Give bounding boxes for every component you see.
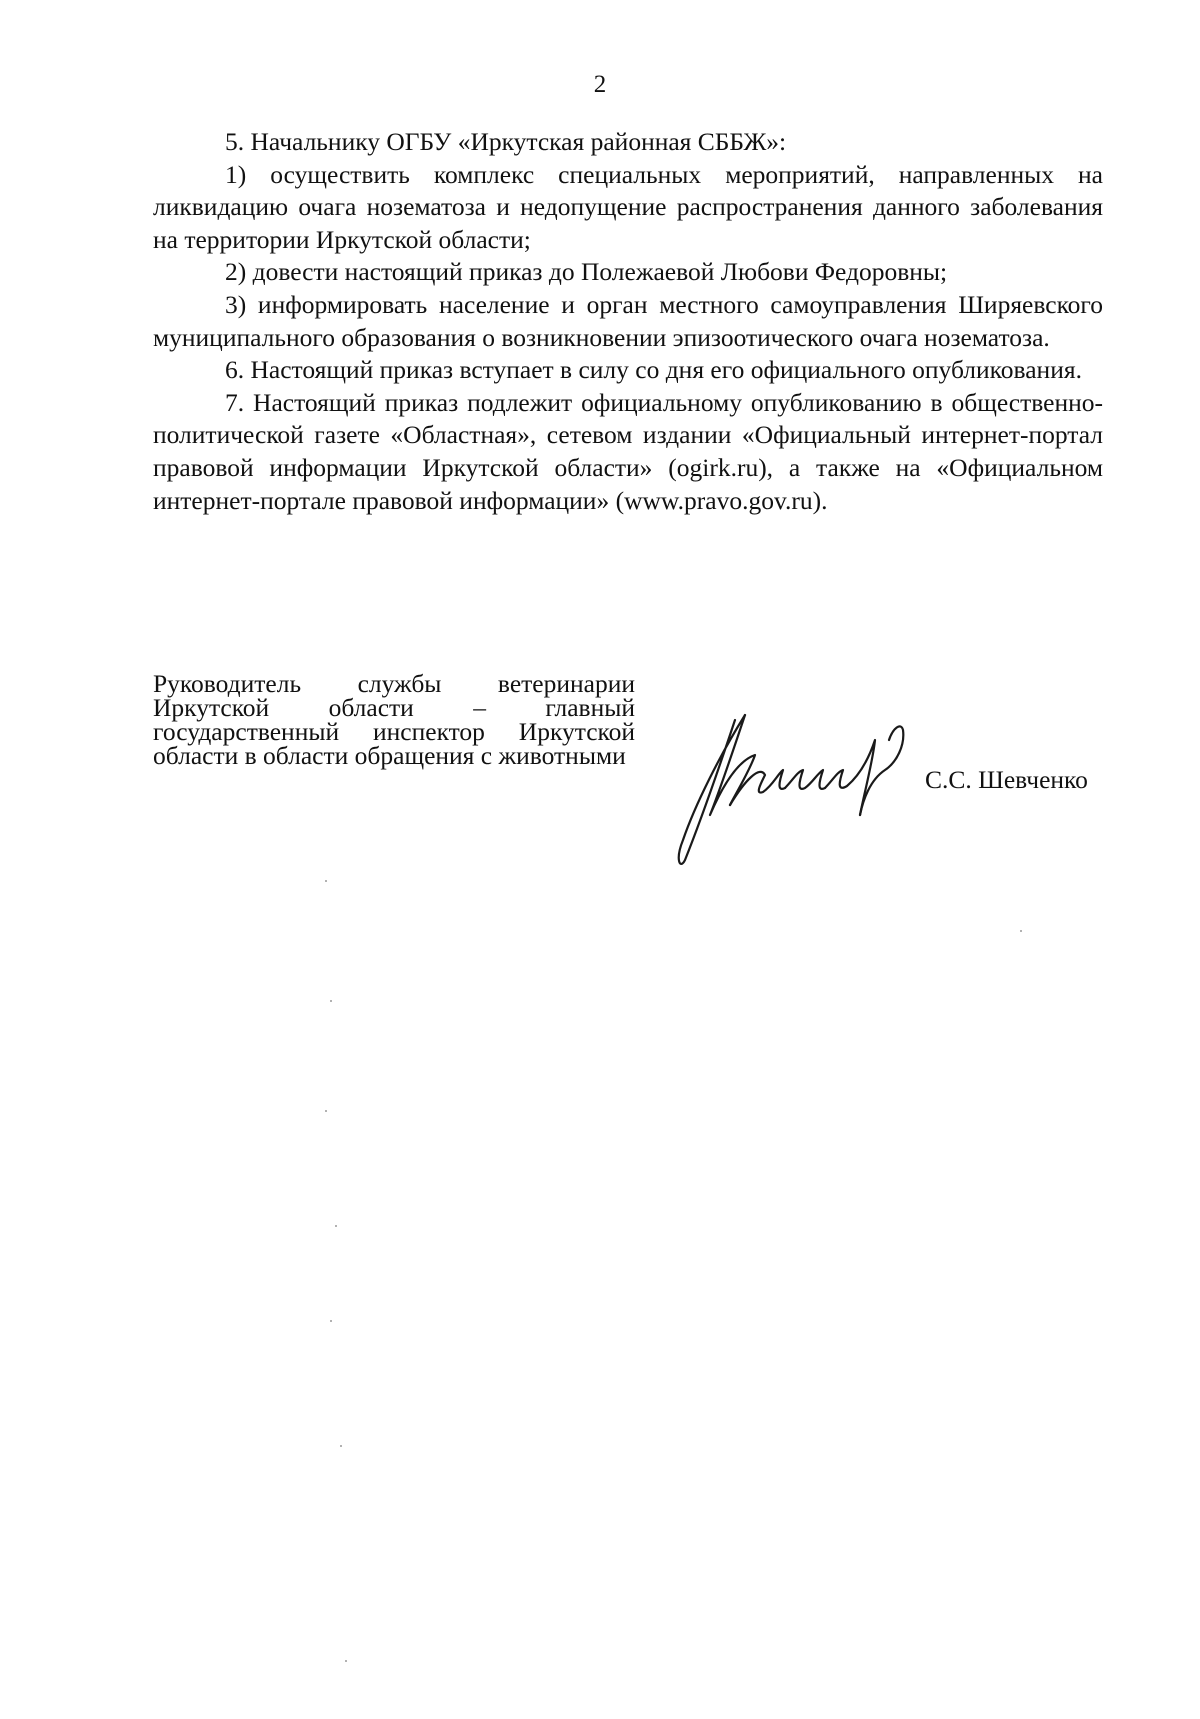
scan-speck [330,1320,332,1322]
scan-speck [340,1445,342,1447]
page-number: 2 [593,71,607,98]
scan-speck [335,1225,337,1227]
scan-speck [325,880,327,882]
paragraph-item-7: 7. Настоящий приказ подлежит официальному опубликованию в общественно-политической газете «Областная», сетевом издании «Официальный интернет-портал правовой информации Иркутской области» (ogirk.ru), а также на «Официальном интернет-портале правовой информации» (www.pravo.gov.ru). [153,387,1103,515]
signatory-position: Руководитель службы ветеринарии Иркутской области – главный государственный инспектор Иркутской области в области обращения с животными [153,669,635,770]
paragraph-subitem-2: 2) довести настоящий приказ до Полежаевой Любови Федоровны; [225,257,948,287]
paragraph-item-6: 6. Настоящий приказ вступает в силу со дня его официального опубликования. [225,355,1082,385]
paragraph-subitem-3: 3) информировать население и орган местного самоуправления Ширяевского муниципального образования о возникновении эпизоотического очага нозематоза. [153,289,1103,352]
scan-speck [330,1000,332,1002]
paragraph-subitem-1: 1) осуществить комплекс специальных мероприятий, направленных на ликвидацию очага нозематоза и недопущение распространения данного заболевания на территории Иркутской области; [153,159,1103,254]
signatory-name: С.С. Шевченко [925,765,1088,794]
scan-speck [345,1660,347,1662]
handwritten-signature-icon [665,700,925,870]
scan-speck [1020,930,1022,932]
document-body [153,126,1103,517]
scan-speck [325,1110,327,1112]
paragraph-item-5: 5. Начальнику ОГБУ «Иркутская районная СББЖ»: [225,127,787,156]
